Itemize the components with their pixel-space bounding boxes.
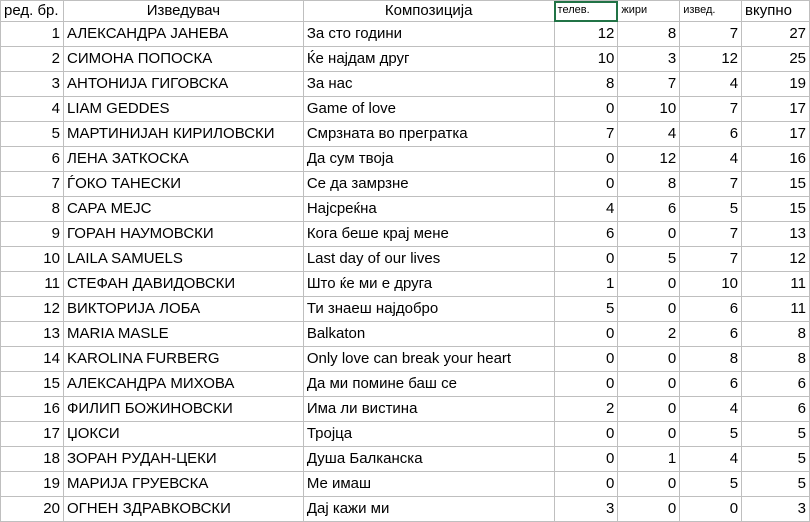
performer-cell[interactable]: ФИЛИП БОЖИНОВСКИ xyxy=(63,397,303,422)
performer-cell[interactable]: АЛЕКСАНДРА МИХОВА xyxy=(63,372,303,397)
rank-cell[interactable]: 11 xyxy=(1,272,64,297)
table-row xyxy=(1,472,810,497)
jury-cell[interactable]: 4 xyxy=(618,122,680,147)
televote-cell[interactable]: 7 xyxy=(554,122,618,147)
total-cell[interactable]: 8 xyxy=(742,347,810,372)
performer-cell[interactable]: LIAM GEDDES xyxy=(63,97,303,122)
composition-cell[interactable]: Што ќе ми е друга xyxy=(303,272,554,297)
header-cell-composition[interactable]: Композиција xyxy=(303,1,554,22)
table-row xyxy=(1,47,810,72)
performance-cell[interactable]: 7 xyxy=(680,22,742,47)
composition-cell[interactable]: Game of love xyxy=(303,97,554,122)
table-row xyxy=(1,497,810,522)
table-row xyxy=(1,147,810,172)
rank-cell[interactable]: 4 xyxy=(1,97,64,122)
televote-cell[interactable]: 1 xyxy=(554,272,618,297)
composition-cell[interactable]: Најсреќна xyxy=(303,197,554,222)
table-row xyxy=(1,122,810,147)
performance-cell[interactable]: 6 xyxy=(680,122,742,147)
performer-cell[interactable]: ЗОРАН РУДАН-ЦЕКИ xyxy=(63,447,303,472)
performance-cell[interactable]: 7 xyxy=(680,97,742,122)
rank-cell[interactable]: 2 xyxy=(1,47,64,72)
total-cell[interactable]: 5 xyxy=(742,472,810,497)
jury-cell[interactable]: 12 xyxy=(618,147,680,172)
televote-cell[interactable]: 0 xyxy=(554,172,618,197)
performance-cell[interactable]: 4 xyxy=(680,447,742,472)
televote-cell[interactable]: 0 xyxy=(554,447,618,472)
total-cell[interactable]: 13 xyxy=(742,222,810,247)
jury-cell[interactable]: 8 xyxy=(618,22,680,47)
header-cell-performer[interactable]: Изведувач xyxy=(63,1,303,22)
table-row xyxy=(1,447,810,472)
performance-cell[interactable]: 5 xyxy=(680,472,742,497)
total-cell[interactable]: 6 xyxy=(742,372,810,397)
rank-cell[interactable]: 3 xyxy=(1,72,64,97)
rank-cell[interactable]: 9 xyxy=(1,222,64,247)
jury-cell[interactable]: 6 xyxy=(618,197,680,222)
jury-cell[interactable]: 0 xyxy=(618,372,680,397)
jury-cell[interactable]: 0 xyxy=(618,397,680,422)
table-row xyxy=(1,372,810,397)
rank-cell[interactable]: 16 xyxy=(1,397,64,422)
performance-cell[interactable]: 6 xyxy=(680,322,742,347)
performance-cell[interactable]: 4 xyxy=(680,147,742,172)
performer-cell[interactable]: СИМОНА ПОПОСКА xyxy=(63,47,303,72)
jury-cell[interactable]: 0 xyxy=(618,472,680,497)
televote-cell[interactable]: 6 xyxy=(554,222,618,247)
table-row xyxy=(1,197,810,222)
total-cell[interactable]: 17 xyxy=(742,97,810,122)
total-cell[interactable]: 6 xyxy=(742,397,810,422)
rank-cell[interactable]: 15 xyxy=(1,372,64,397)
televote-cell[interactable]: 5 xyxy=(554,297,618,322)
table-row xyxy=(1,222,810,247)
jury-cell[interactable]: 0 xyxy=(618,222,680,247)
televote-cell[interactable]: 0 xyxy=(554,247,618,272)
header-cell-televote[interactable]: телев. xyxy=(554,1,618,22)
performer-cell[interactable]: ЃОКО ТАНЕСКИ xyxy=(63,172,303,197)
composition-cell[interactable]: Душа Балканска xyxy=(303,447,554,472)
performance-cell[interactable]: 5 xyxy=(680,422,742,447)
composition-cell[interactable]: Дај кажи ми xyxy=(303,497,554,522)
performer-cell[interactable]: АЛЕКСАНДРА ЈАНЕВА xyxy=(63,22,303,47)
jury-cell[interactable]: 5 xyxy=(618,247,680,272)
televote-cell[interactable]: 10 xyxy=(554,47,618,72)
jury-cell[interactable]: 3 xyxy=(618,47,680,72)
rank-cell[interactable]: 10 xyxy=(1,247,64,272)
composition-cell[interactable]: Тројца xyxy=(303,422,554,447)
rank-cell[interactable]: 8 xyxy=(1,197,64,222)
composition-cell[interactable]: Кога беше крај мене xyxy=(303,222,554,247)
televote-cell[interactable]: 0 xyxy=(554,422,618,447)
performer-cell[interactable]: МАРТИНИЈАН КИРИЛОВСКИ xyxy=(63,122,303,147)
performer-cell[interactable]: СТЕФАН ДАВИДОВСКИ xyxy=(63,272,303,297)
table-row xyxy=(1,22,810,47)
rank-cell[interactable]: 19 xyxy=(1,472,64,497)
jury-cell[interactable]: 8 xyxy=(618,172,680,197)
composition-cell[interactable]: Ме имаш xyxy=(303,472,554,497)
composition-cell[interactable]: За сто години xyxy=(303,22,554,47)
table-row xyxy=(1,247,810,272)
total-cell[interactable]: 15 xyxy=(742,197,810,222)
performance-cell[interactable]: 4 xyxy=(680,397,742,422)
rank-cell[interactable]: 12 xyxy=(1,297,64,322)
performance-cell[interactable]: 6 xyxy=(680,372,742,397)
performance-cell[interactable]: 10 xyxy=(680,272,742,297)
rank-cell[interactable]: 18 xyxy=(1,447,64,472)
composition-cell[interactable]: Balkaton xyxy=(303,322,554,347)
total-cell[interactable]: 15 xyxy=(742,172,810,197)
rank-cell[interactable]: 1 xyxy=(1,22,64,47)
total-cell[interactable]: 25 xyxy=(742,47,810,72)
performer-cell[interactable]: MARIA MASLE xyxy=(63,322,303,347)
table-row xyxy=(1,97,810,122)
performance-cell[interactable]: 4 xyxy=(680,72,742,97)
table-row xyxy=(1,397,810,422)
composition-cell[interactable]: Се да замрзне xyxy=(303,172,554,197)
jury-cell[interactable]: 0 xyxy=(618,272,680,297)
televote-cell[interactable]: 0 xyxy=(554,372,618,397)
jury-cell[interactable]: 0 xyxy=(618,297,680,322)
header-cell-rank[interactable]: ред. бр. xyxy=(1,1,64,22)
rank-cell[interactable]: 20 xyxy=(1,497,64,522)
table-row xyxy=(1,422,810,447)
televote-cell[interactable]: 0 xyxy=(554,347,618,372)
table-row xyxy=(1,272,810,297)
rank-cell[interactable]: 13 xyxy=(1,322,64,347)
composition-cell[interactable]: Ти знаеш најдобро xyxy=(303,297,554,322)
composition-cell[interactable]: Last day of our lives xyxy=(303,247,554,272)
jury-cell[interactable]: 1 xyxy=(618,447,680,472)
performance-cell[interactable]: 7 xyxy=(680,247,742,272)
table-row xyxy=(1,347,810,372)
total-cell[interactable]: 11 xyxy=(742,297,810,322)
televote-cell[interactable]: 0 xyxy=(554,322,618,347)
jury-cell[interactable]: 10 xyxy=(618,97,680,122)
televote-cell[interactable]: 3 xyxy=(554,497,618,522)
performer-cell[interactable]: ЏОКСИ xyxy=(63,422,303,447)
jury-cell[interactable]: 0 xyxy=(618,497,680,522)
composition-cell[interactable]: За нас xyxy=(303,72,554,97)
composition-cell[interactable]: Да сум твоја xyxy=(303,147,554,172)
rank-cell[interactable]: 5 xyxy=(1,122,64,147)
table-row xyxy=(1,297,810,322)
table-row xyxy=(1,172,810,197)
performance-cell[interactable]: 12 xyxy=(680,47,742,72)
televote-cell[interactable]: 0 xyxy=(554,472,618,497)
table-row xyxy=(1,322,810,347)
composition-cell[interactable]: Има ли вистина xyxy=(303,397,554,422)
performer-cell[interactable]: ОГНЕН ЗДРАВКОВСКИ xyxy=(63,497,303,522)
total-cell[interactable]: 27 xyxy=(742,22,810,47)
total-cell[interactable]: 16 xyxy=(742,147,810,172)
performer-cell[interactable]: ВИКТОРИЈА ЛОБА xyxy=(63,297,303,322)
jury-cell[interactable]: 7 xyxy=(618,72,680,97)
performer-cell[interactable]: САРА МЕЈС xyxy=(63,197,303,222)
performance-cell[interactable]: 5 xyxy=(680,197,742,222)
jury-cell[interactable]: 0 xyxy=(618,422,680,447)
header-cell-jury[interactable]: жири xyxy=(618,1,680,22)
total-cell[interactable]: 8 xyxy=(742,322,810,347)
performance-cell[interactable]: 7 xyxy=(680,172,742,197)
rank-cell[interactable]: 7 xyxy=(1,172,64,197)
rank-cell[interactable]: 17 xyxy=(1,422,64,447)
total-cell[interactable]: 17 xyxy=(742,122,810,147)
televote-cell[interactable]: 4 xyxy=(554,197,618,222)
total-cell[interactable]: 11 xyxy=(742,272,810,297)
televote-cell[interactable]: 0 xyxy=(554,147,618,172)
composition-cell[interactable]: Смрзната во прегратка xyxy=(303,122,554,147)
televote-cell[interactable]: 0 xyxy=(554,97,618,122)
composition-cell[interactable]: Ќе најдам друг xyxy=(303,47,554,72)
performance-cell[interactable]: 6 xyxy=(680,297,742,322)
total-cell[interactable]: 19 xyxy=(742,72,810,97)
performer-cell[interactable]: LAILA SAMUELS xyxy=(63,247,303,272)
performer-cell[interactable]: KAROLINA FURBERG xyxy=(63,347,303,372)
performance-cell[interactable]: 8 xyxy=(680,347,742,372)
rank-cell[interactable]: 14 xyxy=(1,347,64,372)
performer-cell[interactable]: ГОРАН НАУМОВСКИ xyxy=(63,222,303,247)
performance-cell[interactable]: 7 xyxy=(680,222,742,247)
table-row xyxy=(1,72,810,97)
jury-cell[interactable]: 0 xyxy=(618,347,680,372)
total-cell[interactable]: 12 xyxy=(742,247,810,272)
total-cell[interactable]: 5 xyxy=(742,422,810,447)
composition-cell[interactable]: Only love can break your heart xyxy=(303,347,554,372)
televote-cell[interactable]: 12 xyxy=(554,22,618,47)
performer-cell[interactable]: АНТОНИЈА ГИГОВСКА xyxy=(63,72,303,97)
televote-cell[interactable]: 8 xyxy=(554,72,618,97)
rank-cell[interactable]: 6 xyxy=(1,147,64,172)
performance-cell[interactable]: 0 xyxy=(680,497,742,522)
composition-cell[interactable]: Да ми помине баш се xyxy=(303,372,554,397)
performer-cell[interactable]: ЛЕНА ЗАТКОСКА xyxy=(63,147,303,172)
header-row xyxy=(1,1,810,22)
header-cell-total[interactable]: вкупно xyxy=(742,1,810,22)
jury-cell[interactable]: 2 xyxy=(618,322,680,347)
total-cell[interactable]: 5 xyxy=(742,447,810,472)
televote-cell[interactable]: 2 xyxy=(554,397,618,422)
header-cell-performance[interactable]: извед. xyxy=(680,1,742,22)
total-cell[interactable]: 3 xyxy=(742,497,810,522)
performer-cell[interactable]: МАРИЈА ГРУЕВСКА xyxy=(63,472,303,497)
